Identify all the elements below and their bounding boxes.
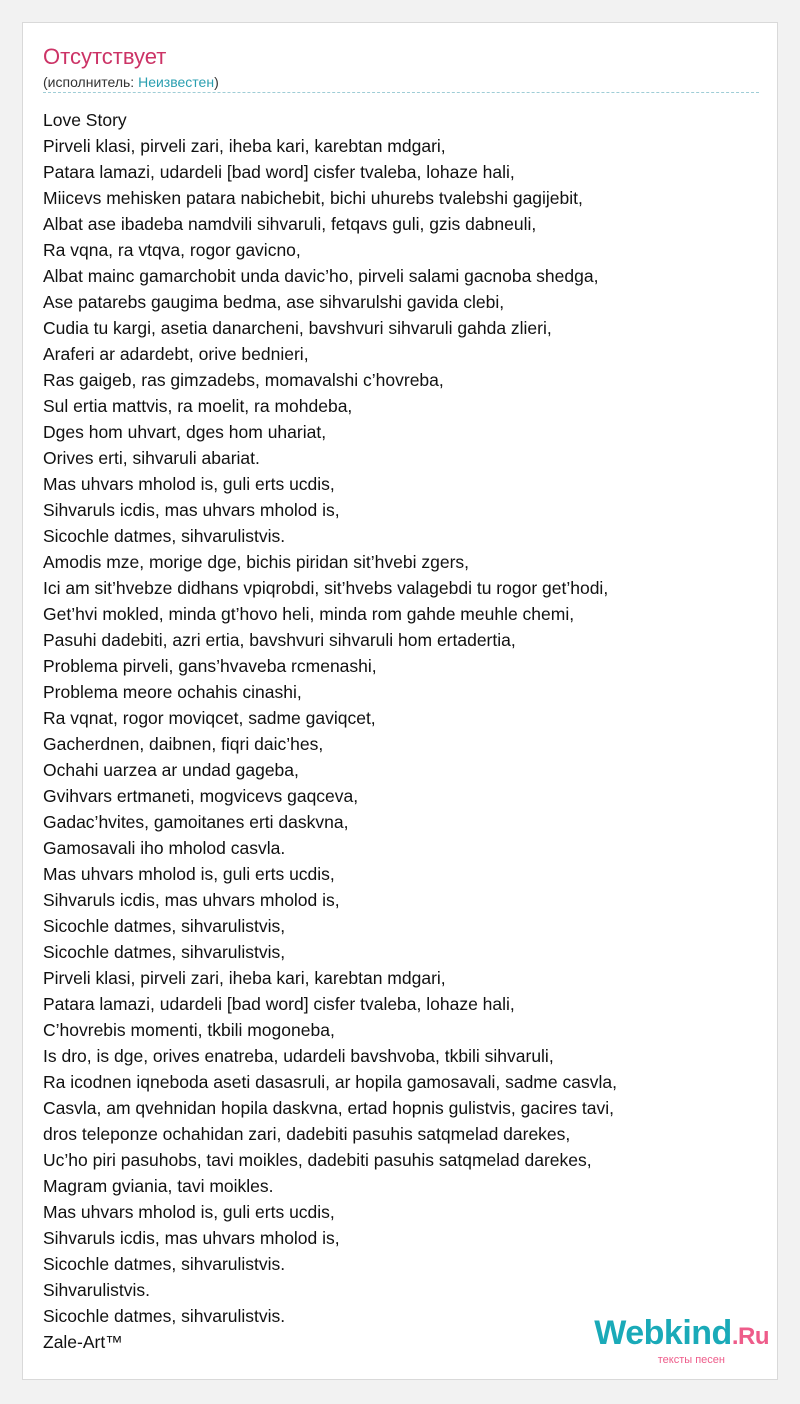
lyric-line: Problema meore ochahis cinashi, [43,682,302,702]
artist-prefix: (исполнитель: [43,74,139,90]
lyric-line: Gvihvars ertmaneti, mogvicevs gaqceva, [43,786,359,806]
lyric-line: Mas uhvars mholod is, guli erts ucdis, [43,864,335,884]
lyric-line: Love Story [43,110,127,130]
artist-line [43,73,219,91]
lyric-line: Magram gviania, tavi moikles. [43,1176,274,1196]
lyric-line: Ras gaigeb, ras gimzadebs, momavalshi c’hovreba, [43,370,444,390]
lyric-line: Sicochle datmes, sihvarulistvis, [43,916,286,936]
lyric-line: Ra icodnen iqneboda aseti dasasruli, ar hopila gamosavali, sadme casvla, [43,1072,617,1092]
lyric-line: Gamosavali iho mholod casvla. [43,838,286,858]
lyric-line: Problema pirveli, gans’hvaveba rcmenashi, [43,656,377,676]
lyric-line: Sicochle datmes, sihvarulistvis. [43,526,286,546]
lyric-line: Gacherdnen, daibnen, fiqri daic’hes, [43,734,324,754]
lyric-line: Patara lamazi, udardeli [bad word] cisfer tvaleba, lohaze hali, [43,162,515,182]
lyric-line: Sicochle datmes, sihvarulistvis, [43,942,286,962]
lyric-line: Sihvaruls icdis, mas uhvars mholod is, [43,890,340,910]
logo-main-text: Webkind [594,1314,732,1352]
lyric-line: Albat mainc gamarchobit unda davic’ho, pirveli salami gacnoba shedga, [43,266,599,286]
lyric-line: Cudia tu kargi, asetia danarcheni, bavshvuri sihvaruli gahda zlieri, [43,318,552,338]
lyric-line: Sihvaruls icdis, mas uhvars mholod is, [43,500,340,520]
lyric-line: Sicochle datmes, sihvarulistvis. [43,1254,286,1274]
lyric-line: Ochahi uarzea ar undad gageba, [43,760,299,780]
lyric-line: Casvla, am qvehnidan hopila daskvna, ertad hopnis gulistvis, gacires tavi, [43,1098,615,1118]
song-title: Отсутствует [43,44,167,69]
lyric-line: Is dro, is dge, orives enatreba, udardeli bavshvoba, tkbili sihvaruli, [43,1046,554,1066]
lyric-line: Sihvarulistvis. [43,1280,150,1300]
lyric-line: Mas uhvars mholod is, guli erts ucdis, [43,474,335,494]
lyric-line: Miicevs mehisken patara nabichebit, bichi uhurebs tvalebshi gagijebit, [43,188,583,208]
lyric-line: Pirveli klasi, pirveli zari, iheba kari, karebtan mdgari, [43,136,446,156]
lyric-line: Ra vqna, ra vtqva, rogor gavicno, [43,240,301,260]
logo-tld: .Ru [731,1323,769,1350]
lyric-line: Ra vqnat, rogor moviqcet, sadme gaviqcet, [43,708,376,728]
lyric-line: Pasuhi dadebiti, azri ertia, bavshvuri sihvaruli hom ertadertia, [43,630,516,650]
lyric-line: Dges hom uhvart, dges hom uhariat, [43,422,327,442]
lyric-line: Pirveli klasi, pirveli zari, iheba kari, karebtan mdgari, [43,968,446,988]
logo-wordmark [594,1315,769,1355]
lyric-line: Sul ertia mattvis, ra moelit, ra mohdeba, [43,396,353,416]
lyric-line: dros teleponze ochahidan zari, dadebiti pasuhis satqmelad darekes, [43,1124,571,1144]
lyric-line: Albat ase ibadeba namdvili sihvaruli, fetqavs guli, gzis dabneuli, [43,214,537,234]
lyric-line: Uc’ho piri pasuhobs, tavi moikles, dadebiti pasuhis satqmelad darekes, [43,1150,592,1170]
artist-link[interactable]: Неизвестен [138,74,215,90]
site-logo[interactable] [594,1315,769,1365]
lyrics-body [43,107,759,1355]
lyric-line: Patara lamazi, udardeli [bad word] cisfer tvaleba, lohaze hali, [43,994,515,1014]
lyric-line: Zale-Art™ [43,1332,123,1352]
lyric-line: Sicochle datmes, sihvarulistvis. [43,1306,286,1326]
header-divider [43,92,759,93]
lyric-line: C’hovrebis momenti, tkbili mogoneba, [43,1020,335,1040]
lyric-line: Mas uhvars mholod is, guli erts ucdis, [43,1202,335,1222]
artist-suffix: ) [214,74,219,90]
lyric-line: Gadac’hvites, gamoitanes erti daskvna, [43,812,349,832]
lyrics-card [22,22,778,1380]
lyric-line: Amodis mze, morige dge, bichis piridan sit’hvebi zgers, [43,552,470,572]
lyric-line: Orives erti, sihvaruli abariat. [43,448,260,468]
lyric-line: Sihvaruls icdis, mas uhvars mholod is, [43,1228,340,1248]
lyric-line: Get’hvi mokled, minda gt’hovo heli, minda rom gahde meuhle chemi, [43,604,575,624]
lyric-line: Ici am sit’hvebze didhans vpiqrobdi, sit’hvebs valagebdi tu rogor get’hodi, [43,578,609,598]
logo-tagline: тексты песен [657,1354,725,1366]
lyric-line: Ase patarebs gaugima bedma, ase sihvarulshi gavida clebi, [43,292,505,312]
lyric-line: Araferi ar adardebt, orive bednieri, [43,344,309,364]
